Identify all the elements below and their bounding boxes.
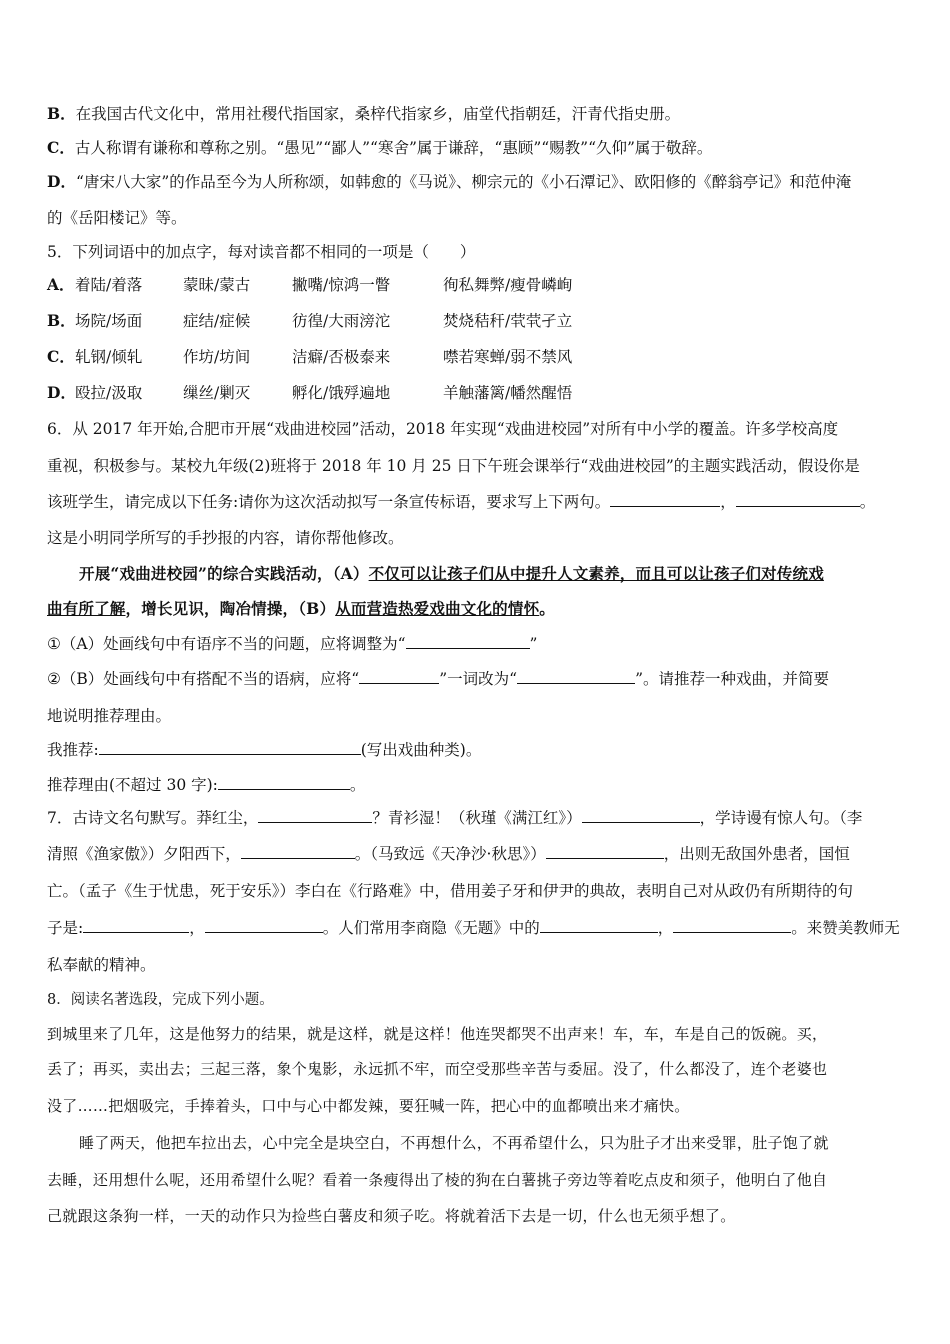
word-pair-3: 洁癖/否极泰来 bbox=[292, 348, 391, 366]
word-pair-1: 场院/场面 bbox=[75, 312, 143, 330]
q6-subq-1 bbox=[47, 632, 910, 656]
q7-text: 。（马致远《天净沙·秋思》） bbox=[354, 845, 546, 863]
passage-text: 开展“戏曲进校园”的综合实践活动，（A） bbox=[79, 564, 369, 583]
slogan-blank-1[interactable] bbox=[610, 490, 720, 507]
underlined-sentence-b: 从而营造热爱戏曲文化的情怀 bbox=[335, 599, 540, 618]
option-letter: B． bbox=[47, 311, 76, 330]
subq-text: ②（B）处画线句中有搭配不当的语病，应将“ bbox=[47, 670, 360, 688]
recommend-label: 我推荐: bbox=[47, 741, 99, 759]
q8-passage-p1-line-1: 到城里来了几年，这是他努力的结果，就是这样，就是这样！他连哭都哭不出声来！车，车，车是自己的饭碗。买， bbox=[47, 1025, 828, 1043]
q6-task-text: 该班学生，请完成以下任务:请你为这次活动拟写一条宣传标语，要求写上下两句。 bbox=[47, 493, 611, 511]
q6-recommend bbox=[47, 738, 910, 762]
q8-passage-p1-line-3: 没了……把烟吸完，手捧着头，口中与心中都发辣，要狂喊一阵，把心中的血都喷出来才痛快。 bbox=[47, 1097, 690, 1115]
q8-passage-p2-line-3: 己就跟这条狗一样，一天的动作只为捡些白薯皮和须子吃。将就着活下去是一切，什么也无须乎想了。 bbox=[47, 1207, 736, 1225]
underlined-sentence-a-cont: 曲有所了解 bbox=[47, 599, 126, 618]
q6-reason bbox=[47, 773, 910, 797]
q6-line-3 bbox=[47, 490, 910, 514]
word-pair-3: 撇嘴/惊鸿一瞥 bbox=[292, 276, 391, 294]
word-pair-2: 蒙昧/蒙古 bbox=[183, 276, 251, 294]
word-pair-4: 徇私舞弊/瘦骨嶙峋 bbox=[443, 276, 573, 294]
word-pair-1: 着陆/着落 bbox=[75, 276, 143, 294]
q6-subq-2 bbox=[47, 667, 910, 691]
option-letter: D． bbox=[47, 383, 76, 402]
q6-passage-line-2 bbox=[47, 597, 910, 621]
word-pair-1: 轧钢/倾轧 bbox=[75, 348, 143, 366]
q7-line-4 bbox=[47, 916, 910, 940]
word-pair-4: 羊触藩篱/幡然醒悟 bbox=[443, 384, 573, 402]
q7-line-3: 亡。（孟子《生于忧患，死于安乐》）李白在《行路难》中，借用姜子牙和伊尹的典故，表明自己对从政仍有所期待的句 bbox=[47, 882, 854, 900]
q7-text: 子是: bbox=[47, 919, 84, 937]
poem-blank-3[interactable] bbox=[241, 842, 355, 859]
underlined-sentence-a: 不仅可以让孩子们从中提升人文素养，而且可以让孩子们对传统戏 bbox=[368, 564, 824, 583]
word-pair-2: 缫丝/剿灭 bbox=[183, 384, 251, 402]
q7-text: 。人们常用李商隐《无题》中的 bbox=[322, 919, 540, 937]
comma: ， bbox=[189, 919, 205, 937]
option-text: 在我国古代文化中，常用社稷代指国家，桑梓代指家乡，庙堂代指朝廷，汗青代指史册。 bbox=[75, 105, 681, 123]
comma: ， bbox=[720, 493, 736, 511]
option-letter: C． bbox=[47, 138, 75, 157]
poem-blank-1[interactable] bbox=[258, 806, 372, 823]
comma: ， bbox=[657, 919, 674, 937]
q7-text: ？青衫湿！（秋瑾《满江红》） bbox=[372, 809, 582, 827]
poem-blank-2[interactable] bbox=[582, 806, 700, 823]
q5-row-d bbox=[47, 381, 910, 405]
q6-subq-2-cont: 地说明推荐理由。 bbox=[47, 707, 172, 725]
subq-text: ①（A）处画线句中有语序不当的问题，应将调整为“ bbox=[47, 635, 406, 653]
q6-line-2: 重视，积极参与。某校九年级(2)班将于 2018 年 10 月 25 日下午班会课举行“戏曲进校园”的主题实践活动，假设你是 bbox=[47, 457, 860, 475]
q5-row-a bbox=[47, 273, 910, 297]
subq-text: ”。请推荐一种戏曲，并简要 bbox=[635, 670, 830, 688]
answer-blank[interactable] bbox=[406, 632, 530, 649]
opera-type-blank[interactable] bbox=[99, 738, 361, 755]
option-letter: D． bbox=[47, 172, 76, 191]
word-pair-3: 孵化/饿殍遍地 bbox=[292, 384, 391, 402]
option-text: 古人称谓有谦称和尊称之别。“愚见”“鄙人”“寒舍”属于谦辞，“惠顾”“赐教”“久仰”属于敬辞。 bbox=[74, 139, 713, 157]
word-pair-1: 殴拉/汲取 bbox=[75, 384, 143, 402]
q5-stem: 5．下列词语中的加点字，每对读音都不相同的一项是（ ） bbox=[47, 243, 476, 261]
q4-option-b bbox=[47, 102, 910, 126]
q7-text: 。来赞美教师无 bbox=[791, 919, 900, 937]
subq-text: ”一词改为“ bbox=[439, 670, 518, 688]
q4-option-d bbox=[47, 170, 910, 194]
passage-text: ，增长见识，陶冶情操，（B） bbox=[125, 599, 336, 618]
word-pair-2: 症结/症候 bbox=[183, 312, 251, 330]
word-pair-3: 彷徨/大雨滂沱 bbox=[292, 312, 391, 330]
word-pair-2: 作坊/坊间 bbox=[183, 348, 251, 366]
q4-option-c bbox=[47, 136, 910, 160]
poem-blank-7[interactable] bbox=[540, 916, 658, 933]
period: 。 bbox=[349, 776, 366, 794]
q7-text: 清照《渔家傲》）夕阳西下， bbox=[47, 845, 241, 863]
answer-blank-1[interactable] bbox=[359, 667, 439, 684]
option-letter: A． bbox=[47, 275, 75, 294]
q6-passage-line-1 bbox=[79, 562, 910, 586]
q7-text: 7．古诗文名句默写。莽红尘， bbox=[47, 809, 259, 827]
poem-blank-6[interactable] bbox=[205, 916, 323, 933]
q6-line-1: 6．从 2017 年开始,合肥市开展“戏曲进校园”活动，2018 年实现“戏曲进校园”对所有中小学的覆盖。许多学校高度 bbox=[47, 420, 839, 438]
word-pair-4: 噤若寒蝉/弱不禁风 bbox=[443, 348, 573, 366]
q8-stem: 8．阅读名著选段，完成下列小题。 bbox=[47, 992, 274, 1008]
q8-passage-p1-line-2: 丢了；再买，卖出去；三起三落，象个鬼影，永远抓不牢，而空受那些辛苦与委屈。没了，什么都没了，连个老婆也 bbox=[47, 1060, 828, 1078]
quote-close: ” bbox=[529, 635, 538, 653]
option-text-continued: 的《岳阳楼记》等。 bbox=[47, 209, 187, 227]
slogan-blank-2[interactable] bbox=[736, 490, 860, 507]
reason-blank[interactable] bbox=[218, 773, 350, 790]
q7-text: ，学诗谩有惊人句。（李 bbox=[699, 809, 863, 827]
period: 。 bbox=[859, 493, 876, 511]
option-letter: C． bbox=[47, 347, 75, 366]
recommend-hint: (写出戏曲种类)。 bbox=[360, 741, 482, 759]
q7-line-1 bbox=[47, 806, 910, 830]
q5-row-b bbox=[47, 309, 910, 333]
poem-blank-5[interactable] bbox=[83, 916, 189, 933]
reason-label: 推荐理由(不超过 30 字): bbox=[47, 776, 218, 794]
option-text: “唐宋八大家”的作品至今为人所称颂，如韩愈的《马说》、柳宗元的《小石潭记》、欧阳修的《醉翁亭记》和范仲淹 bbox=[75, 173, 852, 191]
q7-text: ，出则无敌国外患者，国恒 bbox=[663, 845, 850, 863]
q4-option-d-cont bbox=[47, 206, 910, 230]
q8-passage-p2-line-1: 睡了两天，他把车拉出去，心中完全是块空白，不再想什么，不再希望什么，只为肚子才出来受罪，肚子饱了就 bbox=[79, 1134, 829, 1152]
q7-line-2 bbox=[47, 842, 910, 866]
poem-blank-4[interactable] bbox=[546, 842, 664, 859]
word-pair-4: 焚烧秸秆/茕茕孑立 bbox=[443, 312, 573, 330]
q7-line-5: 私奉献的精神。 bbox=[47, 956, 156, 974]
option-letter: B． bbox=[47, 104, 76, 123]
q5-row-c bbox=[47, 345, 910, 369]
answer-blank-2[interactable] bbox=[517, 667, 635, 684]
q8-passage-p2-line-2: 去睡，还用想什么呢，还用希望什么呢？看着一条瘦得出了棱的狗在白薯挑子旁边等着吃点皮和须子，他明白了他自 bbox=[47, 1171, 828, 1189]
poem-blank-8[interactable] bbox=[673, 916, 791, 933]
q6-line-4: 这是小明同学所写的手抄报的内容，请你帮他修改。 bbox=[47, 529, 404, 547]
period: 。 bbox=[539, 599, 555, 618]
